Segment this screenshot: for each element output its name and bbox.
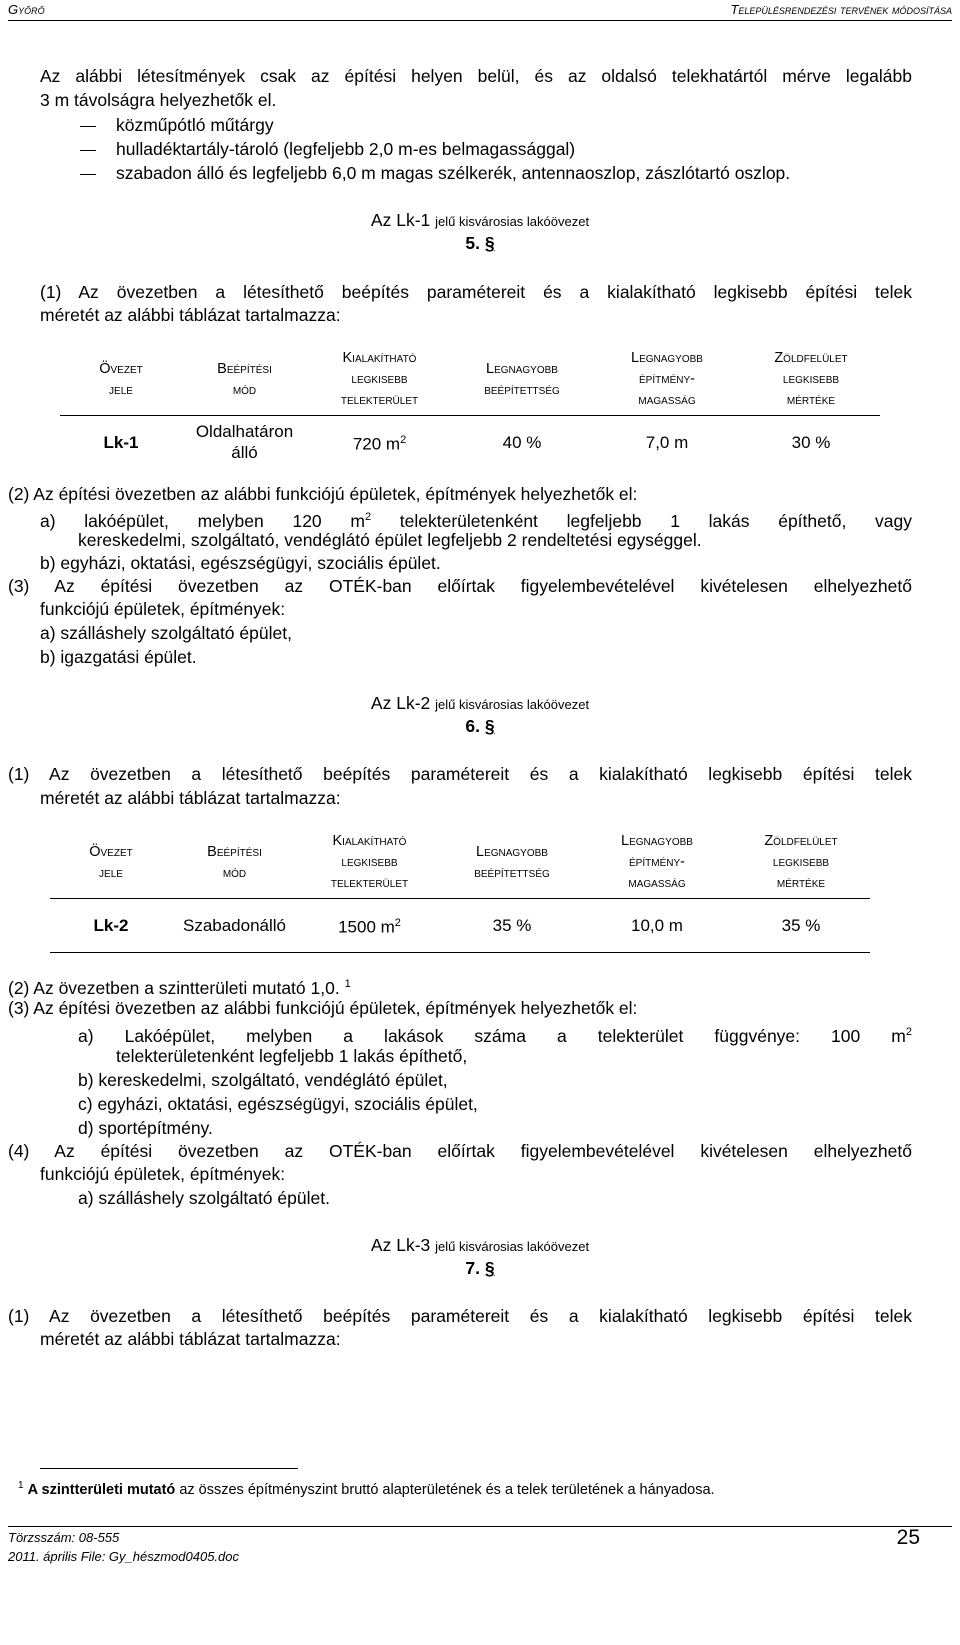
- intro-bullet-3: szabadon álló és legfeljebb 6,0 m magas szélkerék, antennaoszlop, zászlótartó oszlop.: [116, 163, 791, 183]
- s6-p4a: a) szálláshely szolgáltató épület.: [78, 1188, 330, 1208]
- table-header-row: Övezet jele Beépítési mód Kialakítható legkisebb telekterület Legnagyobb beépítettség Legnagyobb építmény- magasság Zöldfelület legkisebb mértéke: [50, 828, 870, 898]
- footer-line-2: 2011. április File: Gy_hészmod0405.doc: [8, 1549, 239, 1564]
- footer-line-1: Törzsszám: 08-555: [8, 1530, 120, 1545]
- s6-p3a-line2: telekterületenként legfeljebb 1 lakás építhető,: [116, 1046, 468, 1066]
- page-header: [8, 2, 952, 21]
- intro-bullet-2: hulladéktartály-tároló (legfeljebb 2,0 m-es belmagassággal): [116, 139, 576, 159]
- s6-p3c: c) egyházi, oktatási, egészségügyi, szociális épület,: [78, 1094, 478, 1114]
- s5-p3b: b) igazgatási épület.: [40, 647, 197, 667]
- section-title-lk1: Az Lk-1 jelű kisvárosias lakóövezet: [370, 210, 590, 230]
- s5-p3a: a) szálláshely szolgáltató épület,: [40, 623, 292, 643]
- section-number-5: 5. §: [465, 233, 495, 253]
- s6-p4-line1: (4) Az építési övezetben az OTÉK-ban előírtak figyelembevételével kivételesen elhelyezhető: [8, 1141, 912, 1161]
- s5-p2a-line2: kereskedelmi, szolgáltató, vendéglátó épület legfeljebb 2 rendeltetési egységgel.: [78, 530, 702, 550]
- s6-p3: (3) Az építési övezetben az alábbi funkciójú épületek, építmények helyezhetők el:: [8, 998, 638, 1018]
- dash-bullet: [80, 174, 96, 175]
- s5-p2: (2) Az építési övezetben az alábbi funkciójú épületek, építmények helyezhetők el:: [8, 484, 638, 504]
- s6-p1-line1: (1) Az övezetben a létesíthető beépítés paramétereit és a kialakítható legkisebb építési telek: [8, 764, 912, 784]
- intro-line-2: 3 m távolságra helyezhetők el.: [40, 90, 277, 110]
- section-title-lk3: Az Lk-3 jelű kisvárosias lakóövezet: [370, 1235, 590, 1255]
- footnote: $^1$ A szintterületi mutató az összes építményszint bruttó alapterületének és a telek területének a hányadosa.: [18, 1480, 715, 1498]
- s5-p2b: b) egyházi, oktatási, egészségügyi, szociális épület.: [40, 553, 441, 573]
- header-right: Településrendezési tervének módosítása: [730, 2, 952, 17]
- s5-p1-line1: (1) Az övezetben a létesíthető beépítés paramétereit és a kialakítható legkisebb építési telek: [40, 282, 912, 302]
- header-left: Győrő: [8, 2, 45, 17]
- s5-p1-line2: méretét az alábbi táblázat tartalmazza:: [40, 305, 341, 325]
- s6-p1-line2: méretét az alábbi táblázat tartalmazza:: [40, 788, 341, 808]
- section-number-7: 7. §: [465, 1258, 495, 1278]
- s6-p2: (2) Az övezetben a szintterületi mutató 1,0. $^1$: [8, 977, 351, 998]
- footer-separator: [8, 1526, 952, 1527]
- table-header-row: Övezet jele Beépítési mód Kialakítható legkisebb telekterület Legnagyobb beépítettség Legnagyobb építmény- magasság Zöldfelület legkisebb mértéke: [60, 345, 880, 415]
- s6-p3d: d) sportépítmény.: [78, 1118, 213, 1138]
- table-lk2: [50, 828, 870, 953]
- dash-bullet: [80, 150, 96, 151]
- page-number: 25: [896, 1526, 920, 1549]
- s5-p3-line2: funkciójú épületek, építmények:: [40, 599, 286, 619]
- dash-bullet: [80, 126, 96, 127]
- s7-p1-line2: méretét az alábbi táblázat tartalmazza:: [40, 1329, 341, 1349]
- table-row: Lk-2 Szabadonálló 1500 $m^2$ 35 % 10,0 m 35 %: [50, 898, 870, 952]
- intro-line-1: Az alábbi létesítmények csak az építési helyen belül, és az oldalsó telekhatártól mérve legalább: [40, 66, 912, 86]
- intro-bullet-1: közműpótló műtárgy: [116, 115, 274, 135]
- s6-p3a-line1: a) Lakóépület, melyben a lakások száma a telekterület függvénye: 100 $m^2$: [78, 1025, 912, 1046]
- s5-p2a-line1: a) lakóépület, melyben 120 $m^2$ telekterületenként legfeljebb 1 lakás építhető, vagy: [40, 510, 912, 531]
- s5-p3-line1: (3) Az építési övezetben az OTÉK-ban előírtak figyelembevételével kivételesen elhelyezhető: [8, 576, 912, 596]
- table-row: Lk-1 Oldalhatáron álló 720 $m^2$ 40 % 7,0 m 30 %: [103, 422, 831, 463]
- s6-p4-line2: funkciójú épületek, építmények:: [40, 1164, 286, 1184]
- footnote-separator: [40, 1468, 298, 1469]
- section-title-lk2: Az Lk-2 jelű kisvárosias lakóövezet: [370, 693, 590, 713]
- s6-p3b: b) kereskedelmi, szolgáltató, vendéglátó épület,: [78, 1070, 448, 1090]
- section-number-6: 6. §: [465, 716, 495, 736]
- table-lk1: [60, 345, 880, 469]
- s7-p1-line1: (1) Az övezetben a létesíthető beépítés paramétereit és a kialakítható legkisebb építési telek: [8, 1306, 912, 1326]
